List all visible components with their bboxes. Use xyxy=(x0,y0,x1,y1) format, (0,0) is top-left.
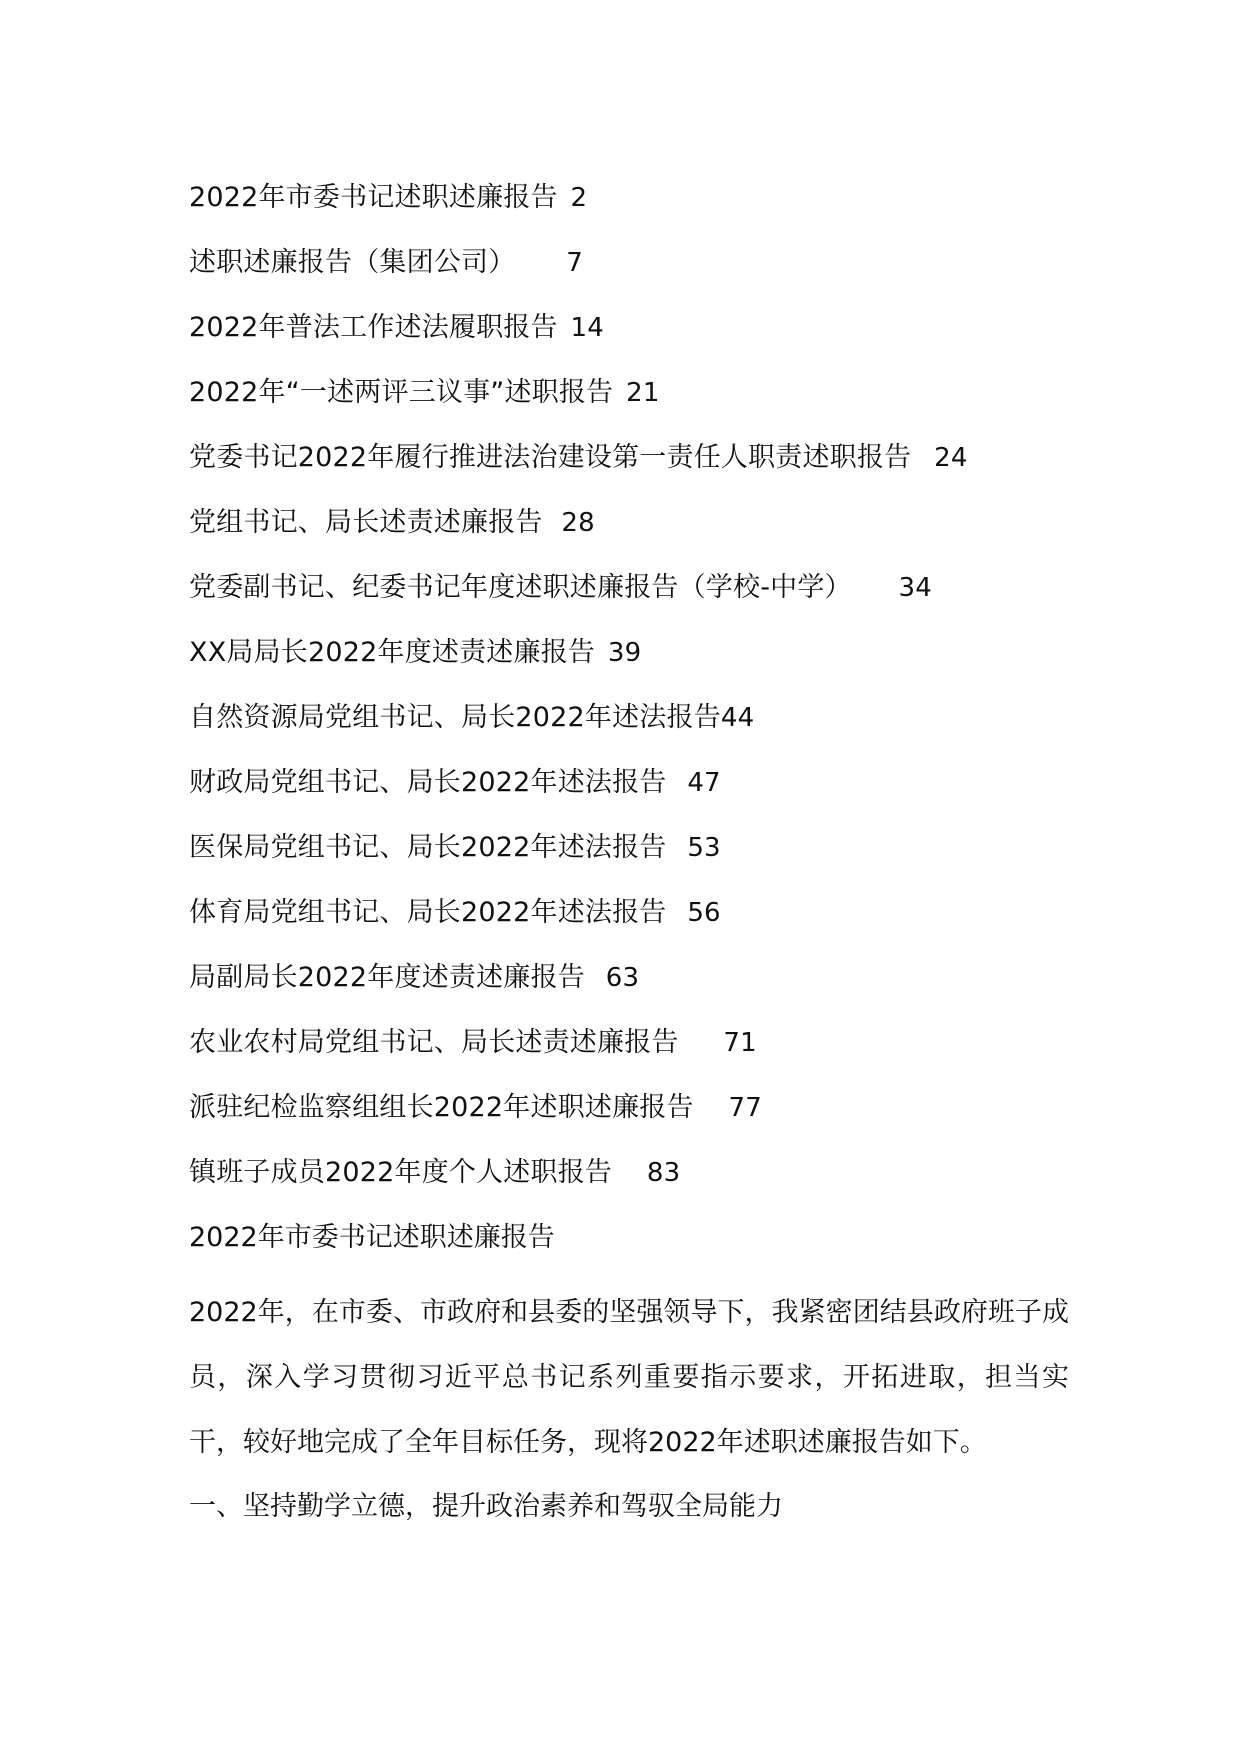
toc-entry[interactable] xyxy=(189,891,1089,956)
table-of-contents xyxy=(189,176,1089,1216)
toc-entry-title: 农业农村局党组书记、局长述责述廉报告 xyxy=(189,1027,679,1058)
toc-entry[interactable] xyxy=(189,306,1089,371)
toc-entry-page: 28 xyxy=(561,508,595,538)
toc-entry-page: 7 xyxy=(566,248,583,278)
toc-entry[interactable] xyxy=(189,241,1089,306)
toc-entry-page: 2 xyxy=(570,183,588,213)
toc-entry[interactable] xyxy=(189,566,1089,631)
toc-entry-title: 财政局党组书记、局长2022年述法报告 xyxy=(189,767,667,798)
toc-entry-page: 34 xyxy=(898,573,933,603)
toc-entry-title: 派驻纪检监察组组长2022年述职述廉报告 xyxy=(189,1092,694,1123)
toc-entry-page: 47 xyxy=(687,768,721,798)
toc-entry[interactable] xyxy=(189,761,1089,826)
toc-entry-title: 党委副书记、纪委书记年度述职述廉报告（学校-中学） xyxy=(189,572,852,603)
toc-entry-title: 体育局党组书记、局长2022年述法报告 xyxy=(189,897,667,928)
toc-entry[interactable] xyxy=(189,501,1089,566)
toc-entry-title: 2022年市委书记述职述廉报告 xyxy=(189,182,558,213)
toc-entry-title: 述职述廉报告（集团公司） xyxy=(189,247,516,278)
toc-entry-title: 自然资源局党组书记、局长2022年述法报告 xyxy=(189,702,721,733)
toc-entry[interactable] xyxy=(189,176,1089,241)
toc-entry-title: XX局局长2022年度述责述廉报告 xyxy=(189,637,596,668)
report-body xyxy=(189,1216,1069,1539)
report-heading: 2022年市委书记述职述廉报告 xyxy=(189,1222,555,1253)
toc-entry[interactable] xyxy=(189,1151,1089,1216)
toc-entry-title: 2022年“一述两评三议事”述职报告 xyxy=(189,377,614,408)
report-intro-paragraph: 2022年，在市委、市政府和县委的坚强领导下，我紧密团结县政府班子成员，深入学习贯彻习近平总书记系列重要指示要求，开拓进取，担当实干，较好地完成了全年目标任务，现将2022年述职述廉报告如下。 xyxy=(189,1297,1069,1458)
toc-entry-page: 39 xyxy=(607,638,642,668)
toc-entry[interactable] xyxy=(189,826,1089,891)
toc-entry[interactable] xyxy=(189,696,1089,761)
toc-entry-page: 71 xyxy=(723,1028,757,1058)
toc-entry[interactable] xyxy=(189,631,1089,696)
toc-entry-title: 2022年普法工作述法履职报告 xyxy=(189,312,558,343)
toc-entry[interactable] xyxy=(189,956,1089,1021)
toc-entry-title: 镇班子成员2022年度个人述职报告 xyxy=(189,1157,613,1188)
toc-entry[interactable] xyxy=(189,371,1089,436)
toc-entry-page: 63 xyxy=(605,963,640,993)
toc-entry[interactable] xyxy=(189,1021,1089,1086)
toc-entry[interactable] xyxy=(189,436,1089,501)
toc-entry-page: 77 xyxy=(728,1093,762,1123)
toc-entry-page: 83 xyxy=(646,1158,681,1188)
toc-entry-page: 56 xyxy=(687,898,721,928)
toc-entry-page: 53 xyxy=(687,833,721,863)
toc-entry-title: 医保局党组书记、局长2022年述法报告 xyxy=(189,832,667,863)
toc-entry[interactable] xyxy=(189,1086,1089,1151)
toc-entry-title: 局副局长2022年度述责述廉报告 xyxy=(189,962,585,993)
toc-entry-page: 44 xyxy=(720,703,755,733)
toc-entry-page: 24 xyxy=(934,443,968,473)
toc-entry-page: 14 xyxy=(570,313,604,343)
section-title: 一、坚持勤学立德，提升政治素养和驾驭全局能力 xyxy=(189,1491,783,1522)
toc-entry-title: 党组书记、局长述责述廉报告 xyxy=(189,507,543,538)
toc-entry-title: 党委书记2022年履行推进法治建设第一责任人职责述职报告 xyxy=(189,442,912,473)
toc-entry-page: 21 xyxy=(626,378,660,408)
